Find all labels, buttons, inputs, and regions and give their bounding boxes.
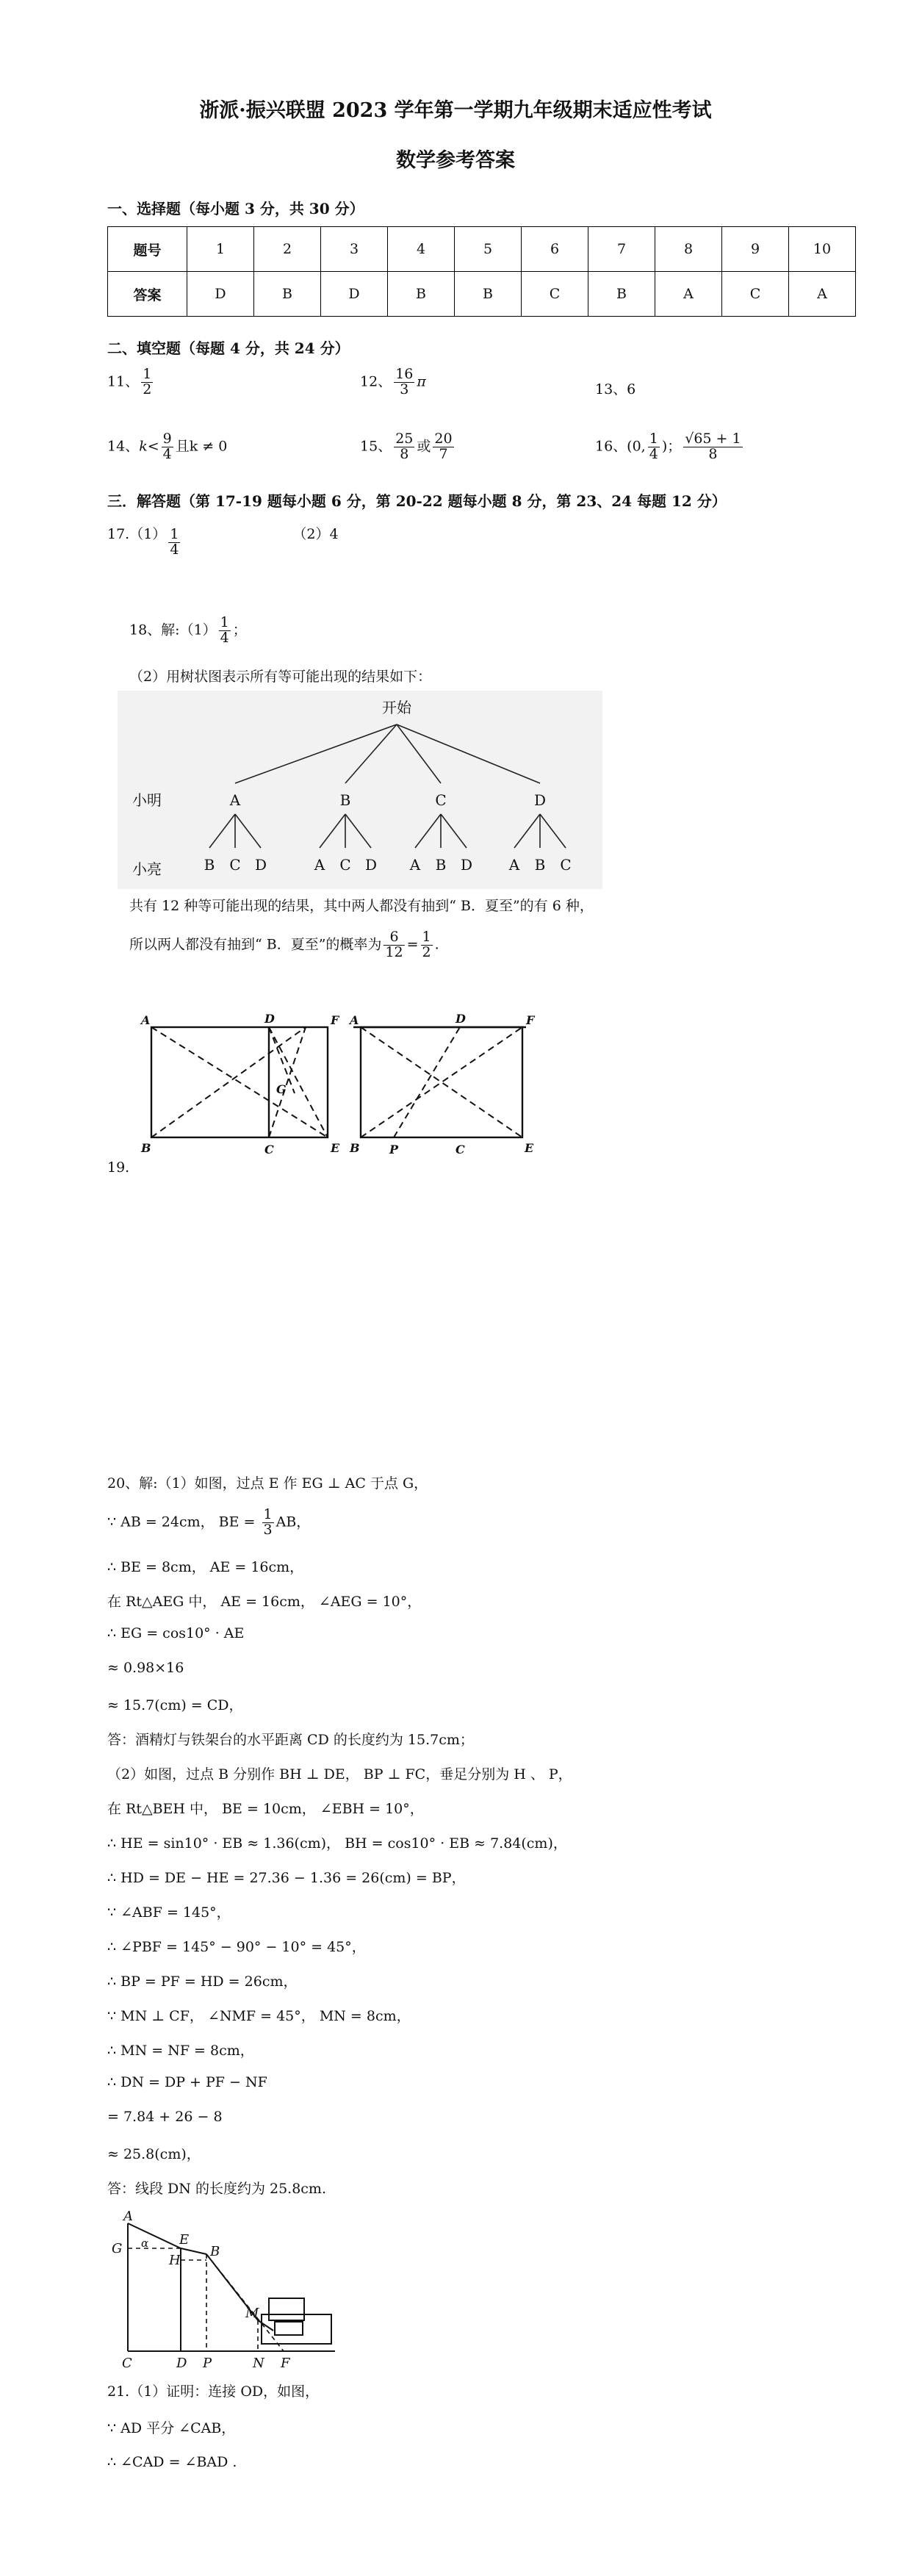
frac-den: 4 bbox=[649, 445, 658, 462]
q20-line: = 7.84 + 26 − 8 bbox=[107, 2109, 223, 2125]
q14-label: 14、 bbox=[107, 438, 140, 455]
fig-point: G bbox=[112, 2241, 123, 2256]
q20-line: ∴ BE = 8cm， AE = 16cm， bbox=[107, 1559, 304, 1575]
frac-den: 8 bbox=[400, 445, 409, 462]
answer-q12 bbox=[360, 367, 426, 397]
fig-point: E bbox=[525, 1141, 534, 1155]
frac-den: 4 bbox=[220, 629, 229, 646]
tree-leaf: A bbox=[508, 856, 520, 874]
q20-line: ∴ HD = DE − HE = 27.36 − 1.36 = 26(cm) = BP， bbox=[107, 1870, 466, 1886]
frac-num: 6 bbox=[384, 930, 404, 946]
tree-diagram bbox=[118, 691, 602, 889]
table-cell: C bbox=[522, 272, 588, 317]
tree-leaf: B bbox=[534, 856, 546, 874]
table-cell: B bbox=[254, 272, 321, 317]
answer-q16 bbox=[595, 432, 745, 462]
fig-point: P bbox=[203, 2356, 212, 2371]
fig-point: B bbox=[210, 2244, 220, 2259]
tree-leaf: B bbox=[204, 856, 215, 874]
q19-label: 19. bbox=[107, 1159, 130, 1176]
q20-line: 在 Rt△AEG 中， AE = 16cm， ∠AEG = 10°， bbox=[107, 1594, 422, 1610]
fig-point: A bbox=[141, 1013, 151, 1027]
q18-tail: ； bbox=[232, 622, 247, 638]
frac-num: 1 bbox=[143, 366, 152, 382]
frac-num: √65 + 1 bbox=[685, 431, 741, 447]
frac-num: 1 bbox=[649, 431, 658, 447]
fig-point: D bbox=[176, 2356, 187, 2371]
fig-point: B bbox=[141, 1141, 151, 1155]
frac-num: 1 bbox=[422, 929, 431, 945]
answer-q15 bbox=[360, 432, 456, 462]
q16-label: 16、(0, bbox=[595, 438, 646, 455]
tree-level2-label: 小亮 bbox=[132, 860, 162, 878]
fig-angle: α bbox=[141, 2237, 149, 2250]
q14-fraction bbox=[162, 432, 173, 462]
fig-point: C bbox=[122, 2356, 132, 2371]
q20-line: ∴ BP = PF = HD = 26cm， bbox=[107, 1974, 298, 1990]
table-cell: 3 bbox=[321, 227, 388, 272]
fig-point: D bbox=[455, 1012, 466, 1026]
frac-den: 4 bbox=[162, 445, 172, 462]
fig-point: F bbox=[526, 1013, 535, 1027]
fig-point: P bbox=[389, 1143, 399, 1156]
row-label-num: 题号 bbox=[108, 227, 187, 272]
q18-text: 18、解:（1） bbox=[129, 622, 217, 638]
frac-den: 3 bbox=[400, 381, 409, 397]
tree-leaf: A bbox=[409, 856, 421, 874]
frac-den: 2 bbox=[143, 381, 152, 397]
table-cell: D bbox=[187, 272, 254, 317]
section3-heading: 三．解答题（第 17-19 题每小题 6 分，第 20-22 题每小题 8 分，第 23、24 每题 12 分） bbox=[107, 492, 727, 510]
q16-mid: )； bbox=[661, 438, 682, 455]
q18-line3: 共有 12 种等可能出现的结果，其中两人都没有抽到“ B．夏至”的有 6 种， bbox=[129, 898, 594, 914]
page-subtitle: 数学参考答案 bbox=[396, 149, 515, 172]
fig-point: A bbox=[350, 1013, 359, 1027]
q20-line: ∵ ∠ABF = 145°， bbox=[107, 1904, 231, 1921]
table-cell: 9 bbox=[722, 227, 789, 272]
frac-num: 1 bbox=[220, 614, 229, 630]
q18-line1 bbox=[129, 616, 247, 646]
tree-leaf: A bbox=[314, 856, 325, 874]
frac-num: 16 bbox=[395, 366, 414, 382]
table-cell: 4 bbox=[388, 227, 455, 272]
tree-leaf: D bbox=[460, 856, 473, 874]
q15-label: 15、 bbox=[360, 438, 392, 455]
q20-line: ∵ MN ⊥ CF， ∠NMF = 45°， MN = 8cm， bbox=[107, 2008, 411, 2024]
fig-point: F bbox=[281, 2356, 290, 2371]
frac-den: 3 bbox=[263, 1521, 273, 1538]
tree-node: A bbox=[229, 791, 241, 809]
frac-num: 1 bbox=[170, 526, 179, 542]
tree-leaf: D bbox=[364, 856, 378, 874]
answer-table bbox=[107, 226, 856, 317]
fig-point: E bbox=[331, 1141, 340, 1155]
fig-point: C bbox=[455, 1143, 465, 1156]
fig-point: D bbox=[264, 1012, 275, 1026]
section1-heading: 一、选择题（每小题 3 分，共 30 分） bbox=[107, 200, 364, 217]
fig-point: B bbox=[350, 1141, 360, 1155]
q18-eq: = bbox=[406, 936, 419, 953]
q12-tail: π bbox=[417, 373, 426, 390]
q18-text: 所以两人都没有抽到“ B．夏至”的概率为 bbox=[129, 936, 382, 953]
table-cell: 6 bbox=[522, 227, 588, 272]
q15-mid: 或 bbox=[417, 438, 431, 455]
fig-point: M bbox=[245, 2306, 259, 2321]
q15-fraction-1 bbox=[394, 432, 414, 462]
q20-line: 答：酒精灯与铁架台的水平距离 CD 的长度约为 15.7cm； bbox=[107, 1732, 474, 1748]
q18-tail: . bbox=[434, 936, 439, 953]
q21-line: 21.（1）证明：连接 OD，如图， bbox=[107, 2383, 320, 2400]
table-row-numbers bbox=[108, 227, 856, 272]
q20-line: （2）如图，过点 B 分别作 BH ⊥ DE， BP ⊥ FC，垂足分别为 H 、 P， bbox=[107, 1766, 572, 1782]
q12-fraction bbox=[394, 367, 414, 397]
tree-leaf: C bbox=[229, 856, 241, 874]
frac-den: 4 bbox=[170, 541, 179, 558]
q20-line: 在 Rt△BEH 中， BE = 10cm， ∠EBH = 10°， bbox=[107, 1801, 424, 1817]
tree-leaf: D bbox=[254, 856, 267, 874]
q19-figures bbox=[137, 1007, 533, 1161]
frac-num: 9 bbox=[162, 431, 172, 447]
q20-line: ≈ 25.8(cm)， bbox=[107, 2146, 201, 2162]
tree-node: B bbox=[339, 791, 351, 809]
q18-fraction bbox=[219, 616, 231, 646]
answer-q13: 13、6 bbox=[595, 381, 636, 397]
row-label-ans: 答案 bbox=[108, 272, 187, 317]
q20-line: ∴ MN = NF = 8cm， bbox=[107, 2043, 254, 2059]
tree-leaf: C bbox=[560, 856, 572, 874]
q11-label: 11、 bbox=[107, 373, 140, 390]
q20-line: ≈ 15.7(cm) = CD， bbox=[107, 1697, 243, 1713]
frac-den: 7 bbox=[439, 445, 448, 462]
frac-den: 2 bbox=[422, 943, 431, 960]
frac-den: 8 bbox=[708, 445, 718, 462]
table-cell: 7 bbox=[588, 227, 655, 272]
q20-text: ∵ AB = 24cm， BE = bbox=[107, 1514, 260, 1530]
tree-root: 开始 bbox=[382, 699, 411, 716]
q20-line: ∴ ∠PBF = 145° − 90° − 10° = 45°， bbox=[107, 1939, 366, 1955]
q20-tail: AB， bbox=[276, 1514, 311, 1530]
fig-point: C bbox=[264, 1143, 274, 1156]
table-cell: A bbox=[789, 272, 856, 317]
q21-line: ∵ AD 平分 ∠CAB， bbox=[107, 2420, 236, 2436]
q17-part2: （2）4 bbox=[292, 526, 339, 542]
q20-line: 答：线段 DN 的长度约为 25.8cm. bbox=[107, 2181, 326, 2197]
q17-fraction bbox=[168, 528, 180, 558]
q18-prob-fraction-1 bbox=[384, 930, 404, 960]
table-cell: 5 bbox=[455, 227, 522, 272]
frac-den: 12 bbox=[385, 943, 403, 960]
q20-line: ∴ HE = sin10° · EB ≈ 1.36(cm)， BH = cos10° · EB ≈ 7.84(cm)， bbox=[107, 1835, 567, 1852]
q20-line bbox=[107, 1508, 310, 1538]
q18-prob-fraction-2 bbox=[421, 930, 433, 960]
table-cell: B bbox=[388, 272, 455, 317]
table-cell: A bbox=[655, 272, 722, 317]
fig-point: A bbox=[123, 2209, 133, 2224]
q18-line4 bbox=[129, 930, 439, 960]
q16-fraction-2 bbox=[683, 432, 742, 462]
q21-line: ∴ ∠CAD = ∠BAD . bbox=[107, 2454, 237, 2470]
table-cell: 8 bbox=[655, 227, 722, 272]
q20-fraction bbox=[262, 1508, 274, 1538]
q11-fraction bbox=[141, 367, 153, 397]
answer-q17 bbox=[107, 523, 339, 558]
frac-num: 20 bbox=[434, 431, 453, 447]
answer-q14 bbox=[107, 432, 227, 462]
table-cell: C bbox=[722, 272, 789, 317]
q14-tail: 且k ≠ 0 bbox=[175, 438, 228, 455]
table-cell: B bbox=[455, 272, 522, 317]
fig-point: G bbox=[276, 1082, 287, 1096]
q15-fraction-2 bbox=[433, 432, 453, 462]
page-title: 浙派·振兴联盟 2023 学年第一学期九年级期末适应性考试 bbox=[199, 99, 712, 122]
table-cell: D bbox=[321, 272, 388, 317]
q17-part1: 17.（1） bbox=[107, 526, 167, 542]
table-cell: 10 bbox=[789, 227, 856, 272]
q20-line: 20、解:（1）如图，过点 E 作 EG ⊥ AC 于点 G， bbox=[107, 1475, 428, 1492]
tree-node: C bbox=[435, 791, 447, 809]
q12-label: 12、 bbox=[360, 373, 392, 390]
fig-point: H bbox=[169, 2253, 181, 2268]
fig-point: F bbox=[331, 1013, 339, 1027]
table-cell: 2 bbox=[254, 227, 321, 272]
q18-line2: （2）用树状图表示所有等可能出现的结果如下： bbox=[129, 669, 432, 685]
frac-num: 1 bbox=[263, 1506, 273, 1522]
table-cell: B bbox=[588, 272, 655, 317]
q16-fraction-1 bbox=[648, 432, 660, 462]
table-row-answers bbox=[108, 272, 856, 317]
fig-point: E bbox=[179, 2232, 190, 2248]
tree-node: D bbox=[533, 791, 547, 809]
answer-q11 bbox=[107, 367, 155, 397]
tree-level1-label: 小明 bbox=[132, 791, 162, 809]
q14-pre: k< bbox=[139, 438, 159, 455]
q20-figure bbox=[107, 2209, 357, 2373]
q20-line: ∴ DN = DP + PF − NF bbox=[107, 2074, 267, 2090]
table-cell: 1 bbox=[187, 227, 254, 272]
frac-num: 25 bbox=[395, 431, 414, 447]
section2-heading: 二、填空题（每题 4 分，共 24 分） bbox=[107, 339, 350, 357]
tree-leaf: B bbox=[435, 856, 447, 874]
fig-point: N bbox=[253, 2356, 264, 2371]
q20-line: ≈ 0.98×16 bbox=[107, 1660, 184, 1676]
q20-line: ∴ EG = cos10° · AE bbox=[107, 1625, 245, 1641]
tree-leaf: C bbox=[339, 856, 351, 874]
